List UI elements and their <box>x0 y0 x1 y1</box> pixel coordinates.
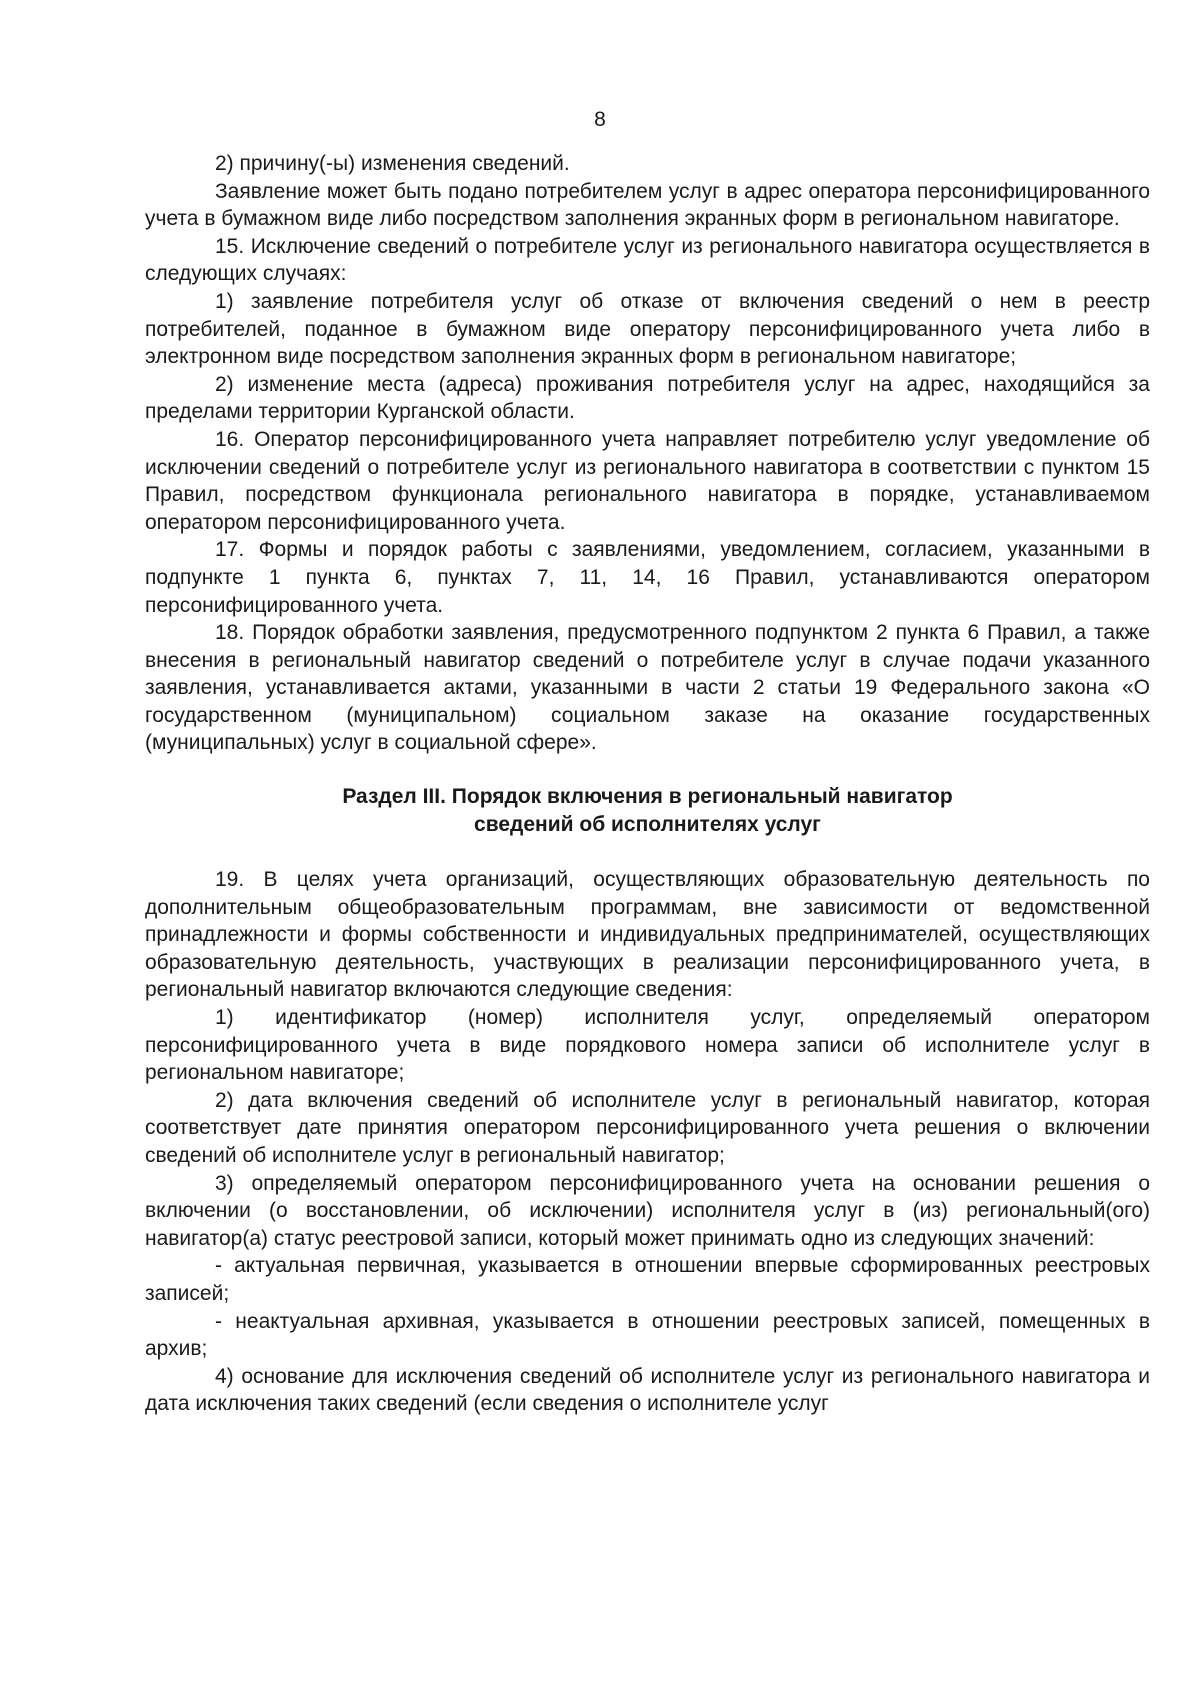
paragraph: 3) определяемый оператором персонифицированного учета на основании решения о включении (о восстановлении, об исключении) исполнителя услуг в (из) региональный(ого) навигатор(а) статус реестровой записи, который может принимать одно из следующих значений: <box>145 1171 1150 1250</box>
page-number: 8 <box>594 108 606 131</box>
paragraph: 19. В целях учета организаций, осуществляющих образовательную деятельность по дополнительным общеобразовательным программам, вне зависимости от ведомственной принадлежности и формы собственности и индивидуальных предпринимателей, осуществляющих образовательную деятельность, участвующих в реализации персонифицированного учета, в региональный навигатор включаются следующие сведения: <box>145 868 1150 1002</box>
paragraph: 2) дата включения сведений об исполнителе услуг в региональный навигатор, которая соответствует дате принятия оператором персонифицированного учета решения о включении сведений об исполнителе услуг в региональный навигатор; <box>145 1088 1150 1167</box>
paragraph: 16. Оператор персонифицированного учета направляет потребителю услуг уведомление об исключении сведений о потребителе услуг из регионального навигатора в соответствии с пунктом 15 Правил, посредством функционала регионального навигатора в порядке, устанавливаемом оператором персонифицированного учета. <box>145 427 1150 534</box>
paragraph: 2) причину(-ы) изменения сведений. <box>215 152 570 175</box>
paragraph: 4) основание для исключения сведений об исполнителе услуг из регионального навигатора и дата исключения таких сведений (если сведения о исполнителе услуг <box>145 1364 1150 1416</box>
paragraph: 17. Формы и порядок работы с заявлениями, уведомлением, согласием, указанными в подпункте 1 пункта 6, пунктах 7, 11, 14, 16 Правил, устанавливаются оператором персонифицированного учета. <box>145 538 1150 617</box>
paragraph: 15. Исключение сведений о потребителе услуг из регионального навигатора осуществляется в следующих случаях: <box>145 234 1150 286</box>
paragraph: 2) изменение места (адреса) проживания потребителя услуг на адрес, находящийся за пределами территории Курганской области. <box>145 372 1150 424</box>
section-heading-line-2: сведений об исполнителях услуг <box>474 813 821 837</box>
paragraph: Заявление может быть подано потребителем услуг в адрес оператора персонифицированного учета в бумажном виде либо посредством заполнения экранных форм в региональном навигаторе. <box>145 179 1150 231</box>
paragraph: 18. Порядок обработки заявления, предусмотренного подпунктом 2 пункта 6 Правил, а также внесения в региональный навигатор сведений о потребителе услуг в случае подачи указанного заявления, устанавливается актами, указанными в части 2 статьи 19 Федерального закона «О государственном (муниципальном) социальном заказе на оказание государственных (муниципальных) услуг в социальной сфере». <box>145 621 1150 755</box>
paragraph: 1) идентификатор (номер) исполнителя услуг, определяемый оператором персонифицированного учета в виде порядкового номера записи об исполнителе услуг в региональном навигаторе; <box>145 1006 1150 1085</box>
section-heading-line-1: Раздел III. Порядок включения в региональный навигатор <box>342 785 953 809</box>
paragraph: 1) заявление потребителя услуг об отказе от включения сведений о нем в реестр потребителей, поданное в бумажном виде оператору персонифицированного учета либо в электронном виде посредством заполнения экранных форм в региональном навигаторе; <box>145 289 1150 369</box>
document-body <box>145 150 1150 1418</box>
section-heading <box>145 783 1150 839</box>
paragraph: - неактуальная архивная, указывается в отношении реестровых записей, помещенных в архив; <box>145 1309 1150 1361</box>
paragraph: - актуальная первичная, указывается в отношении впервые сформированных реестровых записей; <box>145 1254 1150 1305</box>
